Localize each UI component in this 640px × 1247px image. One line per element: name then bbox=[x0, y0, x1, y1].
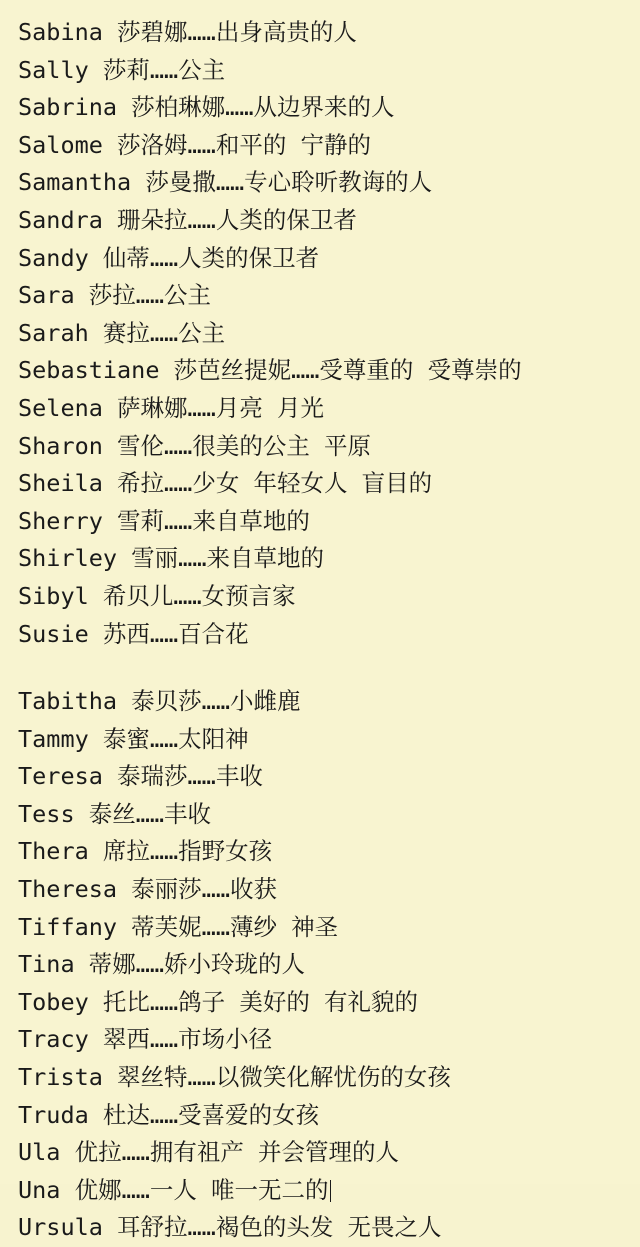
list-item: Shirley 雪丽……来自草地的 bbox=[18, 544, 324, 573]
list-item: Sarah 赛拉……公主 bbox=[18, 318, 226, 347]
list-item: Tammy 泰蜜……太阳神 bbox=[18, 724, 249, 753]
list-item: Sabrina 莎柏琳娜……从边界来的人 bbox=[18, 93, 395, 122]
name-group-s bbox=[18, 14, 640, 653]
list-item: Tobey 托比……鸽子 美好的 有礼貌的 bbox=[18, 987, 418, 1016]
list-item: Ursula 耳舒拉……褐色的头发 无畏之人 bbox=[18, 1213, 442, 1242]
list-item: Theresa 泰丽莎……收获 bbox=[18, 875, 277, 904]
list-item: Sara 莎拉……公主 bbox=[18, 281, 212, 310]
list-item: Sandra 珊朵拉……人类的保卫者 bbox=[18, 205, 357, 234]
list-item: Sabina 莎碧娜……出身高贵的人 bbox=[18, 18, 357, 46]
list-item: Sharon 雪伦……很美的公主 平原 bbox=[18, 431, 371, 460]
list-item: Sandy 仙蒂……人类的保卫者 bbox=[18, 243, 320, 272]
list-item: Tina 蒂娜……娇小玲珑的人 bbox=[18, 950, 306, 979]
list-item: Thera 席拉……指野女孩 bbox=[18, 837, 273, 866]
list-item: Sibyl 希贝儿……女预言家 bbox=[18, 581, 296, 610]
list-item: Tiffany 蒂芙妮……薄纱 神圣 bbox=[18, 912, 339, 941]
text-caret bbox=[330, 1180, 331, 1202]
list-item: Teresa 泰瑞莎……丰收 bbox=[18, 762, 263, 791]
list-item: Tess 泰丝……丰收 bbox=[18, 799, 212, 828]
list-item: Susie 苏西……百合花 bbox=[18, 619, 249, 648]
list-item-text: Una 优娜……一人 唯一无二的 bbox=[18, 1175, 329, 1204]
list-item: Tabitha 泰贝莎……小雌鹿 bbox=[18, 687, 301, 716]
name-group-t-u bbox=[18, 683, 640, 1247]
list-item: Sheila 希拉……少女 年轻女人 盲目的 bbox=[18, 469, 433, 498]
group-divider bbox=[18, 653, 640, 683]
list-item: Tracy 翠西……市场小径 bbox=[18, 1025, 273, 1054]
list-item: Trista 翠丝特……以微笑化解忧伤的女孩 bbox=[18, 1063, 451, 1092]
list-item: Selena 萨琳娜……月亮 月光 bbox=[18, 393, 324, 422]
list-item: Salome 莎洛姆……和平的 宁静的 bbox=[18, 130, 371, 159]
list-item: Truda 杜达……受喜爱的女孩 bbox=[18, 1100, 320, 1129]
list-item: Sebastiane 莎芭丝提妮……受尊重的 受尊崇的 bbox=[18, 356, 522, 385]
list-item-with-caret bbox=[18, 1172, 640, 1210]
list-item: Ula 优拉……拥有祖产 并会管理的人 bbox=[18, 1138, 400, 1167]
list-item: Sherry 雪莉……来自草地的 bbox=[18, 506, 310, 535]
list-item: Sally 莎莉……公主 bbox=[18, 55, 226, 84]
list-item: Samantha 莎曼撒……专心聆听教诲的人 bbox=[18, 168, 433, 197]
